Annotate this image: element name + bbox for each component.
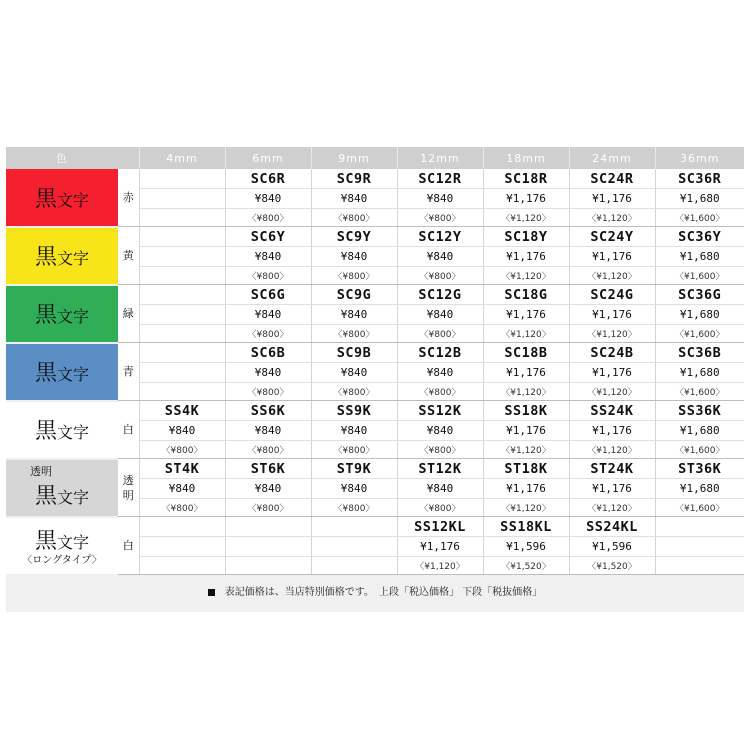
- price-excl-tax-cell: 〈¥800〉: [225, 267, 311, 285]
- color-swatch: [6, 227, 118, 285]
- swatch-sub-label: 文字: [57, 190, 90, 210]
- price-note: [0, 583, 750, 598]
- product-code-cell: [139, 343, 225, 363]
- price-excl-tax-cell: 〈¥1,120〉: [483, 267, 569, 285]
- product-code-cell: SC12R: [397, 169, 483, 189]
- color-code-cell: [118, 343, 139, 401]
- price-excl-tax-cell: 〈¥800〉: [311, 209, 397, 227]
- product-code-cell: [139, 169, 225, 189]
- price-cell: ¥1,176: [397, 537, 483, 557]
- swatch-main-label: 黒: [34, 186, 57, 212]
- product-code-cell: SC12G: [397, 285, 483, 305]
- color-swatch: [6, 343, 118, 401]
- price-excl-tax-cell: 〈¥1,600〉: [655, 325, 744, 343]
- color-swatch: [6, 459, 118, 517]
- price-excl-tax-cell: 〈¥800〉: [311, 383, 397, 401]
- price-cell: ¥1,596: [569, 537, 655, 557]
- price-cell: ¥1,176: [569, 479, 655, 499]
- width-header: 6mm: [225, 147, 311, 169]
- price-excl-tax-cell: 〈¥800〉: [225, 441, 311, 459]
- color-code-label: 白: [122, 423, 134, 436]
- product-code-cell: SC9G: [311, 285, 397, 305]
- price-excl-tax-cell: 〈¥1,600〉: [655, 383, 744, 401]
- color-code-label: 青: [122, 365, 134, 378]
- product-code-cell: SC18G: [483, 285, 569, 305]
- price-excl-tax-cell: 〈¥1,120〉: [483, 209, 569, 227]
- product-code-row: [6, 401, 744, 421]
- price-cell: [139, 305, 225, 325]
- price-excl-tax-cell: 〈¥800〉: [311, 325, 397, 343]
- product-code-cell: SS4K: [139, 401, 225, 421]
- price-cell: ¥1,176: [569, 305, 655, 325]
- price-cell: [139, 537, 225, 557]
- product-code-cell: ST4K: [139, 459, 225, 479]
- price-excl-tax-cell: [139, 209, 225, 227]
- color-code-cell: [118, 517, 139, 575]
- price-excl-tax-cell: 〈¥1,120〉: [569, 325, 655, 343]
- price-cell: ¥840: [225, 305, 311, 325]
- price-cell: ¥840: [225, 421, 311, 441]
- product-code-cell: SC24R: [569, 169, 655, 189]
- swatch-main-label: 黒: [34, 484, 57, 509]
- price-cell: ¥1,176: [483, 247, 569, 267]
- price-cell: ¥1,176: [483, 189, 569, 209]
- product-code-cell: SS24KL: [569, 517, 655, 537]
- product-code-cell: SC18R: [483, 169, 569, 189]
- color-code-cell: [118, 227, 139, 285]
- product-code-cell: SC36R: [655, 169, 744, 189]
- swatch-sub-label: 文字: [57, 249, 90, 268]
- price-excl-tax-cell: 〈¥1,120〉: [569, 209, 655, 227]
- price-excl-tax-cell: 〈¥800〉: [225, 499, 311, 517]
- product-code-cell: SS6K: [225, 401, 311, 421]
- price-excl-tax-cell: 〈¥1,120〉: [397, 557, 483, 575]
- width-header: 36mm: [655, 147, 744, 169]
- price-excl-tax-cell: 〈¥1,120〉: [483, 325, 569, 343]
- product-code-cell: SS18K: [483, 401, 569, 421]
- price-cell: ¥840: [397, 479, 483, 499]
- product-code-cell: SC36B: [655, 343, 744, 363]
- price-cell: ¥840: [225, 247, 311, 267]
- price-note-text: 表記価格は、当店特別価格です。 上段「税込価格」 下段「税抜価格」: [224, 587, 543, 598]
- swatch-main-label: 黒: [34, 419, 57, 444]
- swatch-sub-label: 文字: [57, 423, 90, 442]
- product-code-cell: SC24Y: [569, 227, 655, 247]
- width-header: 18mm: [483, 147, 569, 169]
- price-cell: [139, 363, 225, 383]
- product-code-cell: SS12K: [397, 401, 483, 421]
- product-code-cell: SS18KL: [483, 517, 569, 537]
- price-cell: ¥1,176: [569, 363, 655, 383]
- price-excl-tax-cell: 〈¥800〉: [397, 499, 483, 517]
- color-column-header: 色: [6, 147, 118, 169]
- product-code-cell: SC18Y: [483, 227, 569, 247]
- product-code-cell: ST9K: [311, 459, 397, 479]
- product-code-cell: SC9R: [311, 169, 397, 189]
- price-cell: ¥840: [397, 247, 483, 267]
- color-swatch: [6, 401, 118, 459]
- price-cell: [655, 537, 744, 557]
- price-cell: ¥840: [311, 305, 397, 325]
- price-excl-tax-cell: 〈¥1,120〉: [483, 383, 569, 401]
- price-cell: ¥840: [397, 421, 483, 441]
- price-excl-tax-cell: 〈¥1,120〉: [569, 383, 655, 401]
- product-code-cell: SC36Y: [655, 227, 744, 247]
- color-code-cell: [118, 401, 139, 459]
- product-code-cell: SC36G: [655, 285, 744, 305]
- color-swatch: [6, 517, 118, 575]
- price-excl-tax-cell: 〈¥1,600〉: [655, 499, 744, 517]
- price-cell: ¥840: [311, 479, 397, 499]
- price-cell: ¥840: [311, 247, 397, 267]
- price-cell: ¥840: [225, 363, 311, 383]
- price-excl-tax-cell: [139, 557, 225, 575]
- swatch-main-label: 黒: [34, 245, 57, 270]
- price-excl-tax-cell: 〈¥800〉: [311, 267, 397, 285]
- width-header: 24mm: [569, 147, 655, 169]
- product-code-cell: SC6B: [225, 343, 311, 363]
- price-excl-tax-cell: 〈¥800〉: [397, 325, 483, 343]
- price-excl-tax-cell: 〈¥1,600〉: [655, 267, 744, 285]
- price-excl-tax-cell: 〈¥1,520〉: [483, 557, 569, 575]
- price-cell: [225, 537, 311, 557]
- price-cell: ¥1,596: [483, 537, 569, 557]
- color-code-cell: [118, 169, 139, 227]
- swatch-sub-label: 文字: [57, 533, 90, 552]
- color-code-cell: [118, 285, 139, 343]
- width-header: 9mm: [311, 147, 397, 169]
- color-code-cell: [118, 459, 139, 517]
- color-code-label: 赤: [122, 191, 134, 204]
- product-code-row: [6, 285, 744, 305]
- price-cell: ¥1,176: [569, 247, 655, 267]
- price-excl-tax-cell: 〈¥1,120〉: [569, 441, 655, 459]
- swatch-sub-label: 文字: [57, 307, 90, 326]
- product-code-cell: SC9B: [311, 343, 397, 363]
- color-swatch: [6, 285, 118, 343]
- price-excl-tax-cell: 〈¥1,120〉: [483, 441, 569, 459]
- price-excl-tax-cell: 〈¥1,600〉: [655, 441, 744, 459]
- product-code-cell: SS12KL: [397, 517, 483, 537]
- product-code-cell: SC24G: [569, 285, 655, 305]
- price-excl-tax-cell: 〈¥800〉: [397, 441, 483, 459]
- product-code-row: [6, 343, 744, 363]
- bullet-square-icon: [208, 589, 215, 596]
- product-code-cell: ST24K: [569, 459, 655, 479]
- width-header: 12mm: [397, 147, 483, 169]
- price-excl-tax-cell: 〈¥800〉: [225, 383, 311, 401]
- color-code-column-header: [118, 147, 139, 169]
- price-cell: ¥1,176: [569, 421, 655, 441]
- price-excl-tax-cell: 〈¥800〉: [397, 209, 483, 227]
- product-code-cell: [139, 227, 225, 247]
- swatch-top-label: 透明: [30, 465, 52, 478]
- price-excl-tax-cell: [225, 557, 311, 575]
- price-excl-tax-cell: [139, 325, 225, 343]
- price-cell: ¥840: [397, 305, 483, 325]
- swatch-sub-label: 文字: [57, 365, 90, 384]
- product-code-cell: ST12K: [397, 459, 483, 479]
- product-code-cell: [655, 517, 744, 537]
- width-header: 4mm: [139, 147, 225, 169]
- price-excl-tax-cell: [655, 557, 744, 575]
- price-excl-tax-cell: 〈¥800〉: [139, 499, 225, 517]
- price-cell: ¥840: [311, 421, 397, 441]
- price-cell: ¥1,176: [569, 189, 655, 209]
- product-code-cell: SC9Y: [311, 227, 397, 247]
- price-excl-tax-cell: [139, 383, 225, 401]
- price-cell: ¥1,680: [655, 305, 744, 325]
- color-code-label: 透: [122, 473, 134, 487]
- color-code-label: 白: [122, 539, 134, 552]
- product-code-cell: SS36K: [655, 401, 744, 421]
- price-cell: ¥840: [225, 479, 311, 499]
- price-cell: ¥840: [139, 479, 225, 499]
- product-code-cell: ST18K: [483, 459, 569, 479]
- price-excl-tax-cell: 〈¥800〉: [139, 441, 225, 459]
- product-code-row: [6, 517, 744, 537]
- price-excl-tax-cell: 〈¥1,600〉: [655, 209, 744, 227]
- price-cell: ¥1,680: [655, 189, 744, 209]
- price-excl-tax-cell: 〈¥1,120〉: [569, 267, 655, 285]
- product-code-cell: [311, 517, 397, 537]
- price-cell: [139, 189, 225, 209]
- swatch-main-label: 黒: [34, 303, 57, 328]
- product-code-row: [6, 459, 744, 479]
- price-cell: ¥1,176: [483, 363, 569, 383]
- product-code-cell: SS9K: [311, 401, 397, 421]
- price-cell: ¥1,176: [483, 479, 569, 499]
- price-excl-tax-cell: [139, 267, 225, 285]
- price-excl-tax-cell: 〈¥800〉: [311, 441, 397, 459]
- product-code-cell: SC6R: [225, 169, 311, 189]
- swatch-main-label: 黒: [34, 529, 57, 554]
- price-cell: ¥840: [225, 189, 311, 209]
- product-code-cell: [139, 285, 225, 305]
- price-cell: ¥1,680: [655, 363, 744, 383]
- price-excl-tax-cell: 〈¥1,120〉: [483, 499, 569, 517]
- price-cell: [139, 247, 225, 267]
- swatch-sub-label: 文字: [57, 488, 90, 507]
- price-cell: ¥840: [311, 189, 397, 209]
- product-code-cell: ST36K: [655, 459, 744, 479]
- price-excl-tax-cell: 〈¥800〉: [311, 499, 397, 517]
- price-cell: ¥1,176: [483, 421, 569, 441]
- price-cell: ¥1,680: [655, 421, 744, 441]
- color-code-label: 黄: [122, 249, 134, 262]
- price-excl-tax-cell: 〈¥800〉: [225, 325, 311, 343]
- product-code-cell: SC24B: [569, 343, 655, 363]
- product-code-cell: ST6K: [225, 459, 311, 479]
- color-code-label: 緑: [122, 307, 134, 320]
- product-code-cell: [139, 517, 225, 537]
- product-code-cell: SC6G: [225, 285, 311, 305]
- product-code-row: [6, 227, 744, 247]
- price-cell: ¥840: [311, 363, 397, 383]
- product-code-cell: SC18B: [483, 343, 569, 363]
- price-cell: [311, 537, 397, 557]
- product-code-cell: [225, 517, 311, 537]
- color-swatch: [6, 169, 118, 227]
- table-header-row: [6, 147, 744, 169]
- swatch-bottom-label: 〈ロングタイプ〉: [22, 555, 102, 566]
- price-cell: ¥840: [397, 363, 483, 383]
- price-excl-tax-cell: 〈¥800〉: [225, 209, 311, 227]
- price-excl-tax-cell: 〈¥800〉: [397, 383, 483, 401]
- price-excl-tax-cell: 〈¥800〉: [397, 267, 483, 285]
- price-cell: ¥1,176: [483, 305, 569, 325]
- price-excl-tax-cell: 〈¥1,520〉: [569, 557, 655, 575]
- product-code-cell: SS24K: [569, 401, 655, 421]
- product-code-row: [6, 169, 744, 189]
- price-cell: ¥840: [397, 189, 483, 209]
- price-cell: ¥1,680: [655, 479, 744, 499]
- price-excl-tax-cell: 〈¥1,120〉: [569, 499, 655, 517]
- price-cell: ¥1,680: [655, 247, 744, 267]
- tape-price-table: [6, 147, 744, 576]
- swatch-main-label: 黒: [34, 361, 57, 386]
- color-code-label: 明: [122, 488, 134, 502]
- product-code-cell: SC12B: [397, 343, 483, 363]
- price-excl-tax-cell: [311, 557, 397, 575]
- product-code-cell: SC12Y: [397, 227, 483, 247]
- product-code-cell: SC6Y: [225, 227, 311, 247]
- price-cell: ¥840: [139, 421, 225, 441]
